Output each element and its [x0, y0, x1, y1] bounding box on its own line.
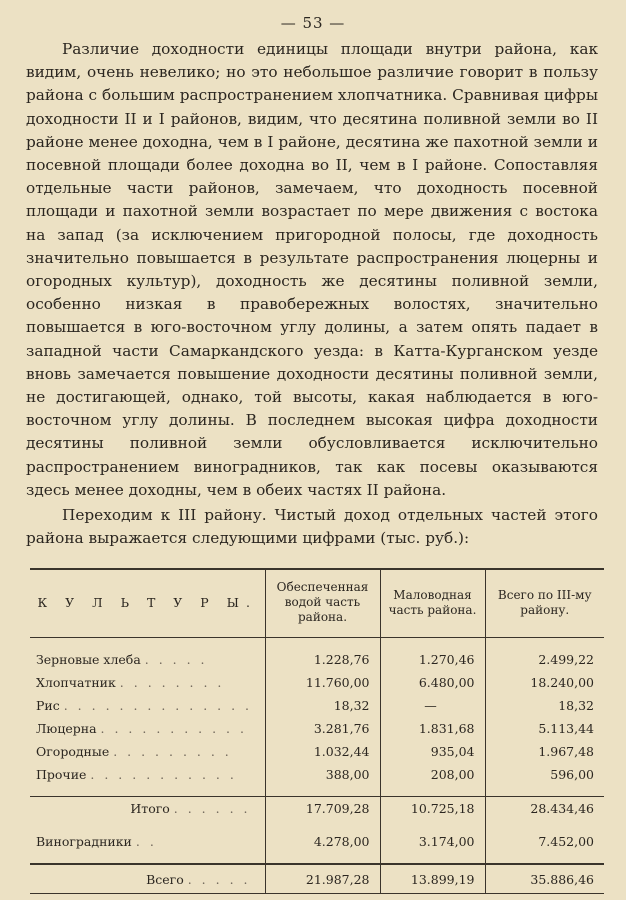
cell-irrigated: 1.032,44 [265, 740, 380, 763]
vineyards-total: 7.452,00 [485, 830, 604, 853]
paragraph-1: Различие доходности единицы площади внутри района, как видим, очень невелико; но это небольшое различие говорит в пользу района с большим распространением хлопчатника. Сравнивая цифры доходности II и I районов, видим, что десятина поливной земли во II районе менее доходна, чем в I районе, десятина же пахотной земли и посевной площади более доходна во II, чем в I районе. Сопоставляя отдельные части районов, замечаем, что доходность посевной площади и пахотной земли возрастает по мере движения с востока на запад (за исключением пригородной полосы, где доходность значительно повышается в результате распространения люцерны и огородных культур), доходность же десятины поливной земли, особенно низкая в правобережных волостях, значительно повышается в юго-восточном углу долины, а затем опять падает в западной части Самаркандского уезда: в Катта-Курганском уезде вновь замечается повышение доходности десятины поливной земли, не достигающей, однако, той высоты, какая наблюдается в юго-восточном углу долины. В последнем высокая цифра доходности десятины поливной земли обусловливается исключительно распространением виноградников, так как посевы оказываются здесь менее доходны, чем в обеих частях II района. [26, 40, 598, 499]
cell-lowwater: — [380, 694, 485, 717]
paragraph-2: Переходим к III району. Чистый доход отдельных частей этого района выражается следующими цифрами (тыс. руб.): [26, 506, 598, 548]
table-row [30, 671, 604, 694]
cell-total: 596,00 [485, 763, 604, 786]
table-row [30, 648, 604, 671]
row-label: Огородные [36, 744, 110, 759]
cell-lowwater: 935,04 [380, 740, 485, 763]
subtotal-lowwater: 10.725,18 [380, 797, 485, 821]
cell-lowwater: 1.270,46 [380, 648, 485, 671]
cell-total: 5.113,44 [485, 717, 604, 740]
grand-total-row [30, 864, 604, 894]
cell-irrigated: 388,00 [265, 763, 380, 786]
income-table [30, 568, 604, 894]
row-label: Хлопчатник [36, 675, 116, 690]
grand-total-lowwater: 13.899,19 [380, 864, 485, 894]
table-row [30, 717, 604, 740]
table-row [30, 763, 604, 786]
vineyards-label: Виноградники [36, 834, 132, 849]
page-number: — 53 — [280, 14, 346, 32]
leader-dots: . . . . . . [173, 801, 251, 816]
leader-dots: . . . . . [187, 871, 251, 887]
subtotal-total: 28.434,46 [485, 797, 604, 821]
cell-irrigated: 1.228,76 [265, 648, 380, 671]
vineyards-lowwater: 3.174,00 [380, 830, 485, 853]
vineyards-row [30, 830, 604, 853]
header-irrigated: Обеспеченная водой часть района. [265, 569, 380, 638]
header-crops: К У Л Ь Т У Р Ы. [30, 569, 265, 638]
leader-dots: . . . . . . . . . . . . . . [63, 698, 253, 713]
cell-total: 2.499,22 [485, 648, 604, 671]
cell-total: 18,32 [485, 694, 604, 717]
cell-irrigated: 11.760,00 [265, 671, 380, 694]
leader-dots: . . . . . . . . [119, 675, 225, 690]
row-label: Прочие [36, 767, 87, 782]
cell-lowwater: 1.831,68 [380, 717, 485, 740]
body-text [26, 38, 598, 550]
table-row [30, 694, 604, 717]
vineyards-irrigated: 4.278,00 [265, 830, 380, 853]
grand-total-irrigated: 21.987,28 [265, 864, 380, 894]
grand-total-total: 35.886,46 [485, 864, 604, 894]
cell-total: 18.240,00 [485, 671, 604, 694]
cell-total: 1.967,48 [485, 740, 604, 763]
row-label: Зерновые хлеба [36, 652, 141, 667]
table-row [30, 740, 604, 763]
cell-lowwater: 208,00 [380, 763, 485, 786]
grand-total-label: Всего [146, 871, 184, 887]
leader-dots: . . . . . . . . . [113, 744, 232, 759]
row-label: Рис [36, 698, 60, 713]
subtotal-irrigated: 17.709,28 [265, 797, 380, 821]
subtotal-label: Итого [130, 801, 170, 816]
cell-irrigated: 3.281,76 [265, 717, 380, 740]
cell-irrigated: 18,32 [265, 694, 380, 717]
cell-lowwater: 6.480,00 [380, 671, 485, 694]
header-total: Всего по III-му району. [485, 569, 604, 638]
leader-dots: . . . . . . . . . . . [100, 721, 247, 736]
header-lowwater: Маловодная часть района. [380, 569, 485, 638]
leader-dots: . . . . . [144, 652, 208, 667]
leader-dots: . . [135, 834, 157, 849]
subtotal-row [30, 797, 604, 821]
row-label: Люцерна [36, 721, 97, 736]
leader-dots: . . . . . . . . . . . [90, 767, 237, 782]
